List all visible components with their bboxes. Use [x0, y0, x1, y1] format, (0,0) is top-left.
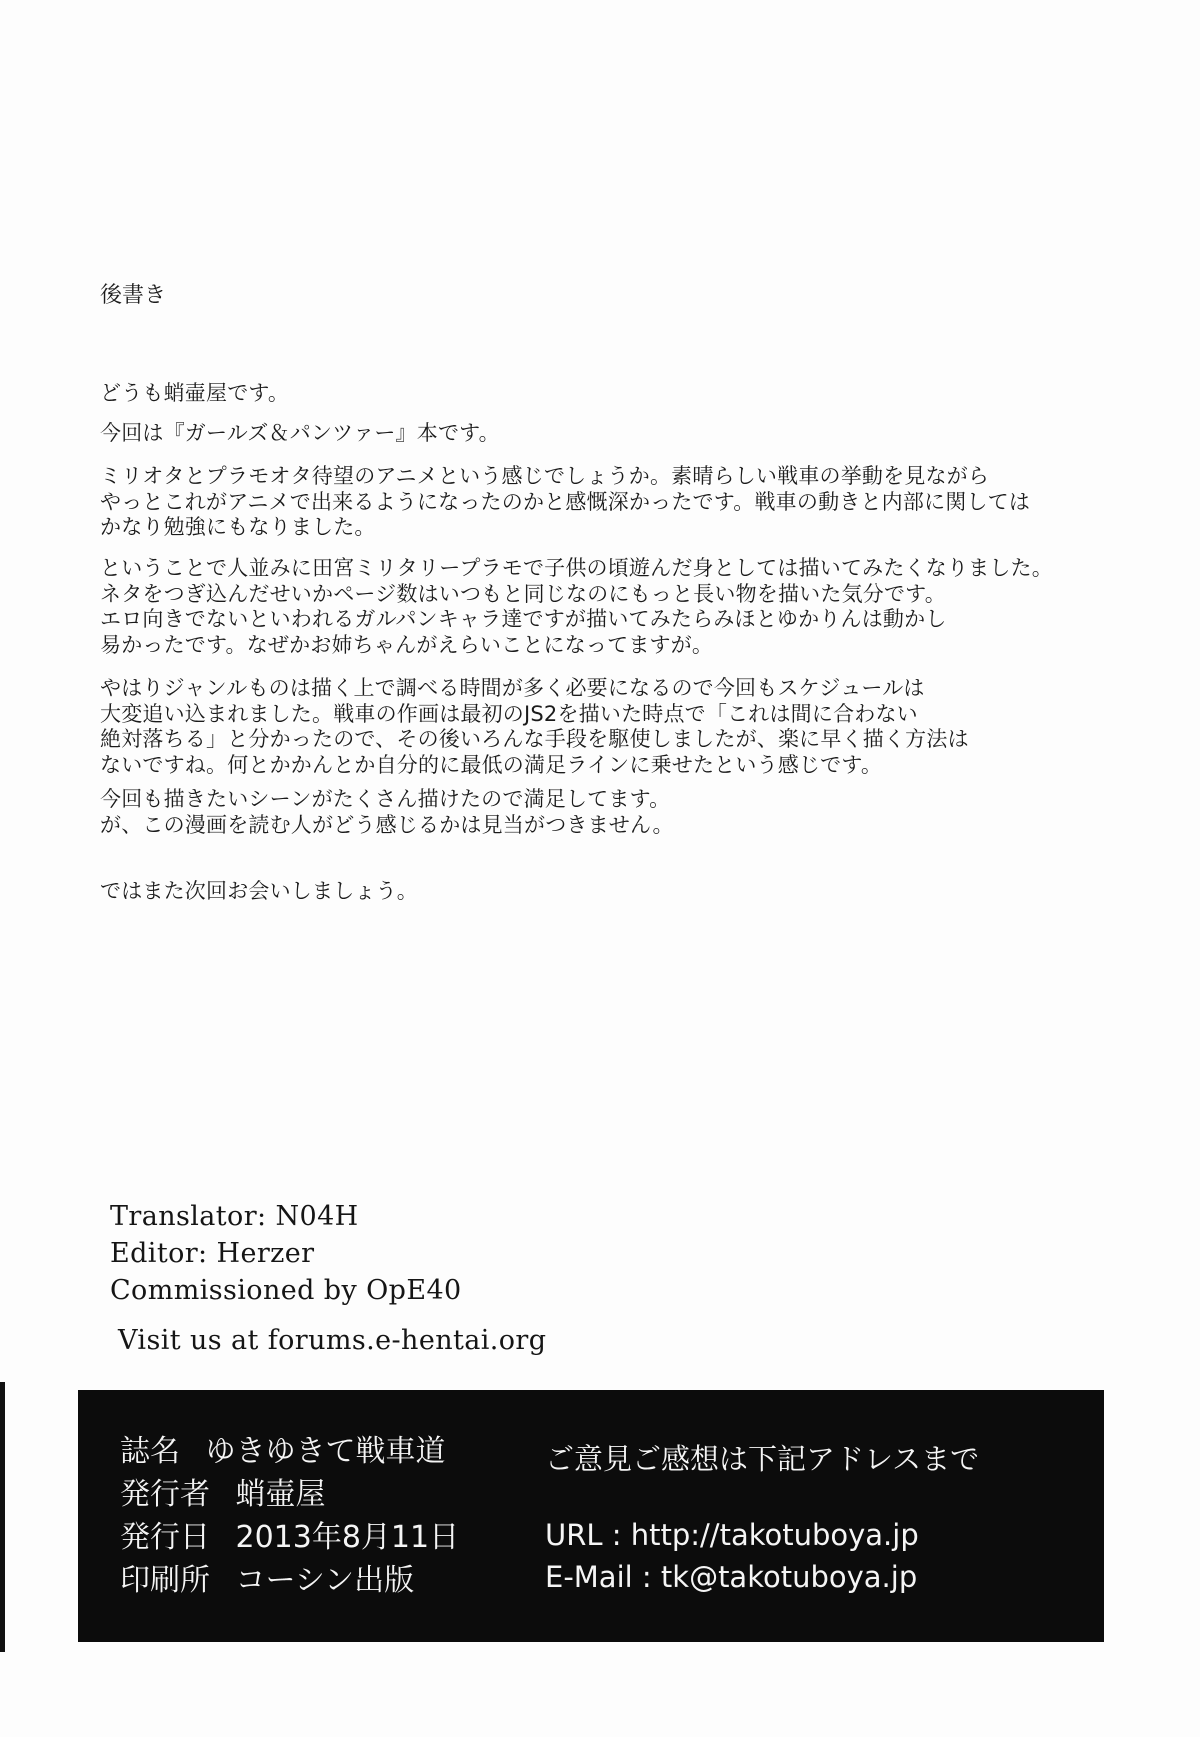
colophon-value-printer: コーシン出版: [235, 1563, 415, 1598]
translator-credit: Translator: N04H: [110, 1201, 359, 1232]
afterword-heading: 後書き: [100, 283, 167, 308]
visit-forum-line: Visit us at forums.e-hentai.org: [118, 1325, 547, 1356]
editor-credit: Editor: Herzer: [110, 1238, 315, 1269]
colophon-label-publisher: 発行者: [120, 1477, 210, 1512]
colophon-box: [78, 1390, 1104, 1642]
afterword-paragraph-satisfaction: 今回も描きたいシーンがたくさん描けたので満足してます。 が、この漫画を読む人がどう感じるかは見当がつきません。: [100, 787, 674, 837]
colophon-label-printer: 印刷所: [120, 1563, 210, 1598]
colophon-label-publication-date: 発行日: [120, 1520, 210, 1555]
colophon-row-publication-date: [120, 1516, 459, 1559]
colophon-row-title: [120, 1430, 459, 1473]
afterword-paragraph-farewell: ではまた次回お会いしましょう。: [100, 879, 418, 903]
colophon-label-title: 誌名: [120, 1434, 180, 1469]
afterword-paragraph-drawing-motivation: ということで人並みに田宮ミリタリープラモで子供の頃遊んだ身としては描いてみたくなりました。 ネタをつぎ込んだせいかページ数はいつもと同じなのにもっと長い物を描いた気分です。 エロ向きでないといわれるガルパンキャラ達ですが描いてみたらみほとゆかりんは動かし 易かったです。なぜかお姉ちゃんがえらいことになってますが。: [100, 556, 1053, 657]
colophon-row-publisher: [120, 1473, 459, 1516]
colophon-value-title: ゆきゆきて戦車道: [205, 1434, 446, 1469]
colophon-row-printer: [120, 1559, 459, 1602]
colophon-publication-info: [120, 1430, 459, 1602]
colophon-value-publisher: 蛸壷屋: [235, 1477, 326, 1512]
scan-edge-artifact: [0, 1382, 5, 1652]
colophon-value-publication-date: 2013年8月11日: [235, 1520, 460, 1555]
commissioner-credit: Commissioned by OpE40: [110, 1275, 462, 1306]
email-line: E-Mail : tk@takotuboya.jp: [545, 1560, 918, 1594]
afterword-paragraph-book-intro: 今回は『ガールズ＆パンツァー』本です。: [100, 421, 500, 445]
afterword-paragraph-anime-impressions: ミリオタとプラモオタ待望のアニメという感じでしょうか。素晴らしい戦車の挙動を見ながら やっとこれがアニメで出来るようになったのかと感慨深かったです。戦車の動きと内部に関しては かなり勉強にもなりました。: [100, 464, 1031, 539]
colophon-contact-info: [545, 1438, 979, 1598]
url-line: URL : http://takotuboya.jp: [545, 1518, 919, 1552]
afterword-paragraph-greeting: どうも蛸壷屋です。: [100, 381, 290, 405]
feedback-notice: ご意見ご感想は下記アドレスまで: [545, 1442, 980, 1476]
afterword-paragraph-schedule: やはりジャンルものは描く上で調べる時間が多く必要になるので今回もスケジュールは 大変追い込まれました。戦車の作画は最初のJS2を描いた時点で「これは間に合わない 絶対落ちる」と分かったので、その後いろんな手段を駆使しましたが、楽に早く描く方法は ないですね。何とかかんとか自分的に最低の満足ラインに乗せたという感じです。: [100, 676, 969, 777]
translation-credits: [110, 1198, 462, 1309]
